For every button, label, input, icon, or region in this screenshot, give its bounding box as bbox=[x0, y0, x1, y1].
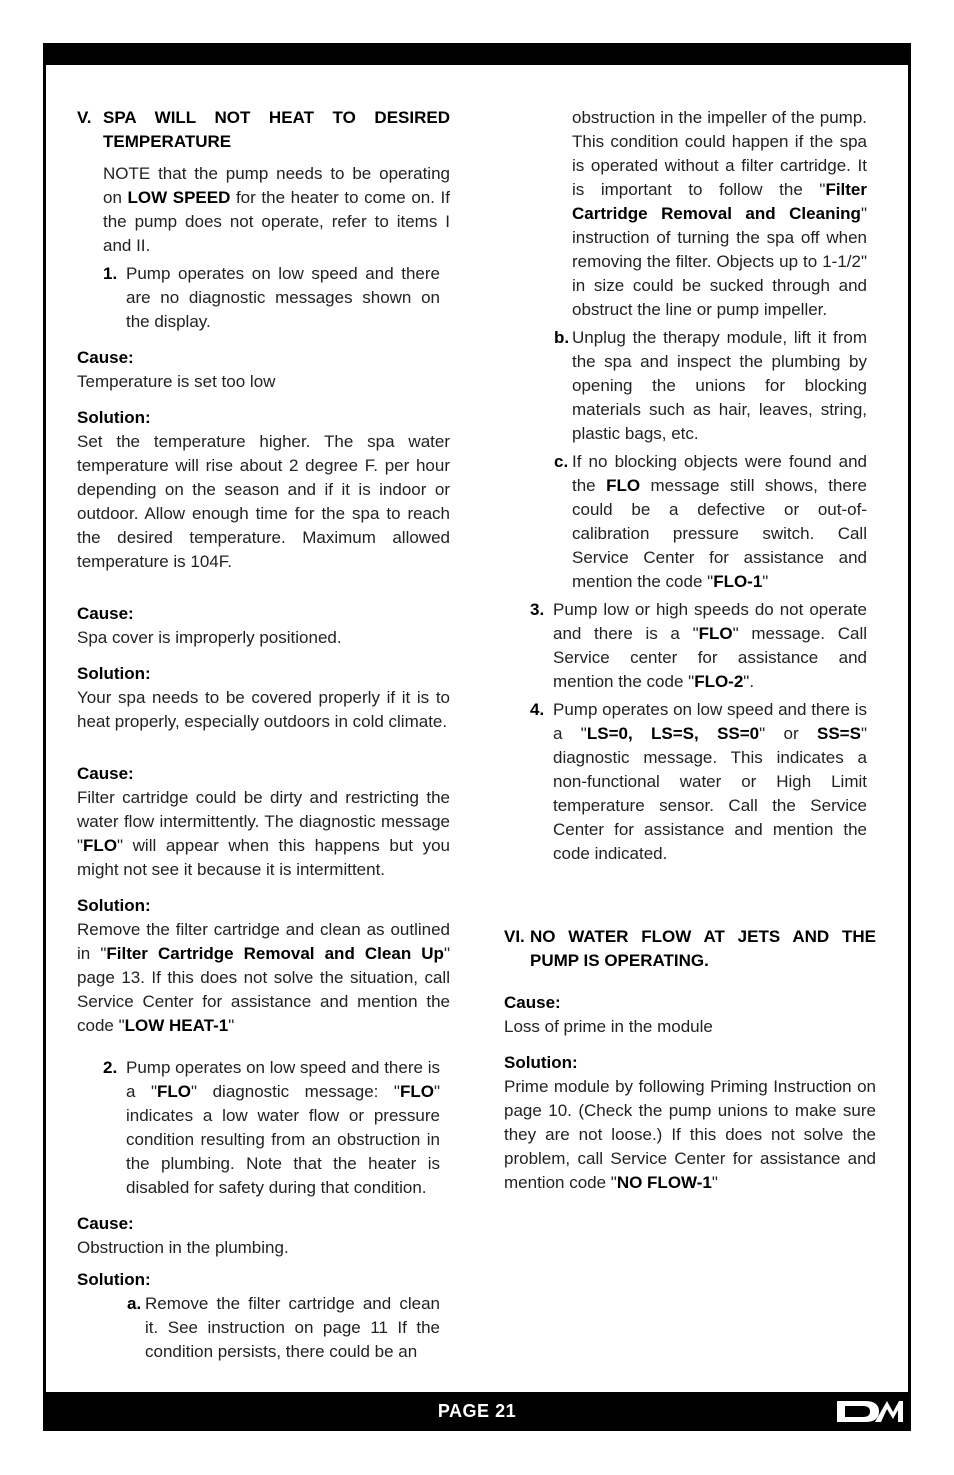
cause-label: Cause: bbox=[504, 993, 561, 1012]
section-v-heading bbox=[77, 106, 450, 154]
list-item-2: 2. Pump operates on low speed and there is a "FLO" diagnostic message: "FLO" indicates a low water flow or pressure condition resulting from an obstruction in the plumbing. Note that the heater is disabled for safety during that condition. bbox=[103, 1058, 440, 1197]
footer-bar bbox=[43, 1392, 911, 1431]
section-number: V. bbox=[77, 108, 92, 127]
sub-item-a-continued: obstruction in the impeller of the pump. This condition could happen if the spa is operated without a filter cartridge. It is important to follow the "Filter Cartridge Removal and Cleaning" instruction of turning the spa off when removing the filter. Objects up to 1-1/2" in size could be sucked through and obstruct the line or pump impeller. bbox=[572, 108, 867, 319]
section-vi-heading bbox=[504, 925, 876, 973]
solution-text: Set the temperature higher. The spa water temperature will rise about 2 degree F. per hour depending on the season and if it is indoor or outdoor. Allow enough time for the spa to reach the desired temperature. Maximum allowed temperature is 104F. bbox=[77, 432, 450, 571]
cause-label: Cause: bbox=[77, 764, 134, 783]
cause-text: Spa cover is improperly positioned. bbox=[77, 628, 342, 647]
cause-label: Cause: bbox=[77, 348, 134, 367]
solution-label: Solution: bbox=[77, 664, 151, 683]
section-title: SPA WILL NOT HEAT TO DESIRED TEMPERATURE bbox=[103, 108, 450, 151]
sub-item-b: b. Unplug the therapy module, lift it from the spa and inspect the plumbing by opening the unions for blocking materials such as hair, leaves, string, plastic bags, etc. bbox=[554, 328, 867, 443]
cause-text: Loss of prime in the module bbox=[504, 1017, 713, 1036]
note-paragraph: NOTE that the pump needs to be operating on LOW SPEED for the heater to come on. If the pump does not operate, refer to items I and II. bbox=[103, 164, 450, 255]
sub-item-a: a. Remove the filter cartridge and clean it. See instruction on page 11 If the condition persists, there could be an bbox=[127, 1294, 440, 1361]
solution-text: Your spa needs to be covered properly if it is to heat properly, especially outdoors in cold climate. bbox=[77, 688, 450, 731]
top-bar bbox=[43, 43, 911, 65]
cause-label: Cause: bbox=[77, 604, 134, 623]
dm-logo-icon bbox=[835, 1398, 905, 1425]
page-number: PAGE 21 bbox=[437, 1401, 517, 1421]
right-column bbox=[504, 106, 867, 866]
section-number: VI. bbox=[504, 927, 525, 946]
cause-label: Cause: bbox=[77, 1214, 134, 1233]
solution-label: Solution: bbox=[77, 1270, 151, 1289]
left-column bbox=[77, 106, 450, 1364]
list-item-4: 4. Pump operates on low speed and there is a "LS=0, LS=S, SS=0" or SS=S" diagnostic message. This indicates a non-functional water or High Limit temperature sensor. Call the Service Center for assistance and mention the code indicated. bbox=[530, 700, 867, 863]
sub-item-c: c. If no blocking objects were found and the FLO message still shows, there could be a defective or out-of-calibration pressure switch. Call Service Center for assistance and mention the code "FLO-1" bbox=[554, 452, 867, 591]
cause-text: Obstruction in the plumbing. bbox=[77, 1238, 289, 1257]
right-column-lower bbox=[504, 925, 876, 1195]
cause-text: Filter cartridge could be dirty and restricting the water flow intermittently. The diagnostic message "FLO" will appear when this happens but you might not see it because it is intermittent. bbox=[77, 788, 450, 879]
solution-label: Solution: bbox=[77, 408, 151, 427]
solution-text: Remove the filter cartridge and clean as outlined in "Filter Cartridge Removal and Clean Up" page 13. If this does not solve the situation, call Service Center for assistance and mention the code "LOW HEAT-1" bbox=[77, 920, 450, 1035]
list-item-3: 3. Pump low or high speeds do not operate and there is a "FLO" message. Call Service center for assistance and mention the code "FLO-2". bbox=[530, 600, 867, 691]
solution-label: Solution: bbox=[77, 896, 151, 915]
solution-label: Solution: bbox=[504, 1053, 578, 1072]
list-item-1: 1. Pump operates on low speed and there are no diagnostic messages shown on the display. bbox=[103, 264, 440, 331]
cause-text: Temperature is set too low bbox=[77, 372, 276, 391]
solution-text: Prime module by following Priming Instruction on page 10. (Check the pump unions to make sure they are not loose.) If this does not solve the problem, call Service Center for assistance and mention code "NO FLOW-1" bbox=[504, 1077, 876, 1192]
section-title: NO WATER FLOW AT JETS AND THE PUMP IS OPERATING. bbox=[530, 927, 876, 970]
